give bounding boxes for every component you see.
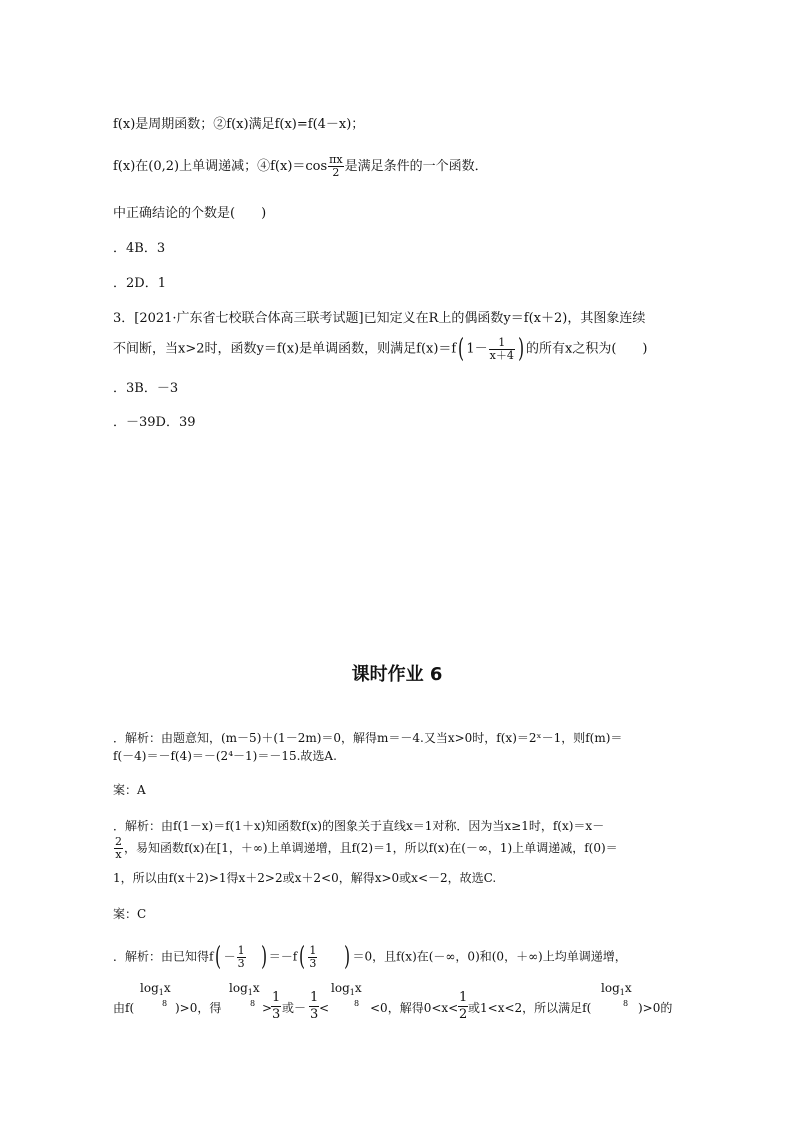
fraction-denominator: 3 (309, 956, 317, 970)
one-minus: 1－ (466, 341, 488, 357)
log-expression-4: $\log_1x$ (601, 981, 632, 997)
fraction-numerator: 1 (237, 943, 245, 957)
left-paren: ( (458, 334, 465, 364)
problem-3-line-2 (113, 336, 648, 362)
problem-line-2 (113, 154, 488, 179)
one-third-fraction (308, 945, 317, 970)
fraction-denominator: 3 (310, 1007, 319, 1022)
log-base-3: 8 (354, 999, 360, 1008)
answer-2-line-3: 1，所以由f(x＋2)>1得x＋2>2或x＋2<0，解得x>0或x<－2，故选C. (113, 871, 497, 885)
right-paren: ) (517, 334, 524, 364)
answer-3-text-e: )>0，得 (175, 1001, 222, 1015)
minus-sign: － (223, 949, 236, 964)
fraction-denominator: x＋4 (489, 348, 514, 362)
one-third-fraction (237, 945, 246, 970)
option-line-3-c-d: ．－39D．39 (113, 415, 196, 430)
one-third-fraction-2 (271, 990, 281, 1023)
problem-3-line-2-text-a: 不间断，当x>2时，函数y＝f(x)是单调函数，则满足f(x)＝f (113, 341, 457, 357)
one-half-fraction (458, 990, 468, 1023)
log-base-4: 8 (623, 999, 629, 1008)
option-line-a-b: ．4B．3 (113, 241, 166, 256)
left-paren: ( (215, 942, 222, 972)
answer-2-line-2-text: ，易知函数f(x)在[1，＋∞)上单调递增，且f(2)＝1，所以f(x)在(－∞，1)上单调递减，f(0)＝ (124, 841, 618, 855)
option-line-c-d: ．2D．1 (113, 276, 166, 291)
fraction-denominator: 2 (332, 166, 340, 179)
answer-1-line-1: ．解析：由题意知，(m－5)＋(1－2m)＝0，解得m＝－4.又当x>0时，f(x)＝2ˣ－1，则f(m)＝ (113, 731, 623, 745)
option-line-3-a-b: ．3B．－3 (113, 381, 179, 396)
problem-line-1: f(x)是周期函数；②f(x)满足f(x)=f(4－x)； (113, 117, 365, 132)
answer-3-text-d: 由f( (113, 1001, 135, 1015)
answer-1-line-2: f(－4)＝－f(4)＝－(2⁴－1)＝－15.故选A. (113, 749, 337, 763)
answer-3-line-1 (113, 944, 627, 970)
answer-2-line-2 (113, 836, 618, 861)
problem-3-line-1: 3．[2021·广东省七校联合体高三联考试题]已知定义在R上的偶函数y＝f(x＋2)，其图象连续 (113, 311, 646, 326)
fraction-numerator: 1 (310, 990, 319, 1005)
one-over-x-plus-4-fraction (489, 337, 515, 362)
answer-3-text-c: ＝0，且f(x)在(－∞，0)和(0，＋∞)上均单调递增， (352, 949, 627, 964)
right-paren: ) (260, 942, 267, 972)
answer-2-result: 案：C (113, 907, 147, 921)
section-title: 课时作业 6 (351, 664, 443, 685)
two-over-x-fraction (114, 836, 123, 861)
log-expression-3: $\log_1x$ (331, 981, 362, 997)
answer-3-text-k: )>0的 (638, 1001, 673, 1015)
fraction-numerator: 1 (309, 943, 317, 957)
log-base-1: 8 (162, 999, 168, 1008)
answer-3-text-h: < (319, 1001, 330, 1015)
fraction-numerator: 1 (489, 337, 515, 350)
one-third-fraction-3 (309, 990, 319, 1023)
fraction-denominator: x (115, 848, 122, 861)
answer-3-text-g: 或－ (282, 1001, 307, 1015)
fraction-numerator: πx (329, 153, 343, 166)
problem-line-2-text-b: 是满足条件的一个函数． (344, 159, 488, 174)
fraction-denominator: 3 (272, 1007, 281, 1022)
problem-line-3: 中正确结论的个数是( ) (113, 206, 267, 221)
answer-3-text-f: > (262, 1001, 273, 1015)
problem-line-2-text-a: f(x)在(0,2)上单调递减；④f(x)＝cos (113, 159, 328, 174)
fraction-denominator: 2 (459, 1007, 468, 1022)
answer-3-text-a: ．解析：由已知得f (113, 949, 214, 964)
log-expression-1: $\log_1x$ (140, 981, 171, 997)
answer-1-result: 案：A (113, 783, 146, 797)
answer-3-text-b: ＝－f (268, 949, 298, 964)
right-paren: ) (344, 942, 351, 972)
pi-x-over-2-fraction (328, 154, 343, 179)
log-base-2: 8 (250, 999, 256, 1008)
answer-2-line-1: ．解析：由f(1－x)＝f(1＋x)知函数f(x)的图象关于直线x＝1对称．因为当x≥1时，f(x)＝x－ (113, 819, 605, 833)
fraction-numerator: 1 (459, 990, 468, 1005)
answer-3-text-j: 或1<x<2，所以满足f( (468, 1001, 592, 1015)
fraction-denominator: 3 (237, 956, 245, 970)
log-expression-2: $\log_1x$ (229, 981, 260, 997)
fraction-numerator: 2 (115, 835, 122, 848)
fraction-numerator: 1 (272, 990, 281, 1005)
left-paren: ( (299, 942, 306, 972)
problem-3-line-2-text-b: 的所有x之积为( ) (526, 341, 648, 357)
answer-3-text-i: <0，解得0<x< (370, 1001, 459, 1015)
